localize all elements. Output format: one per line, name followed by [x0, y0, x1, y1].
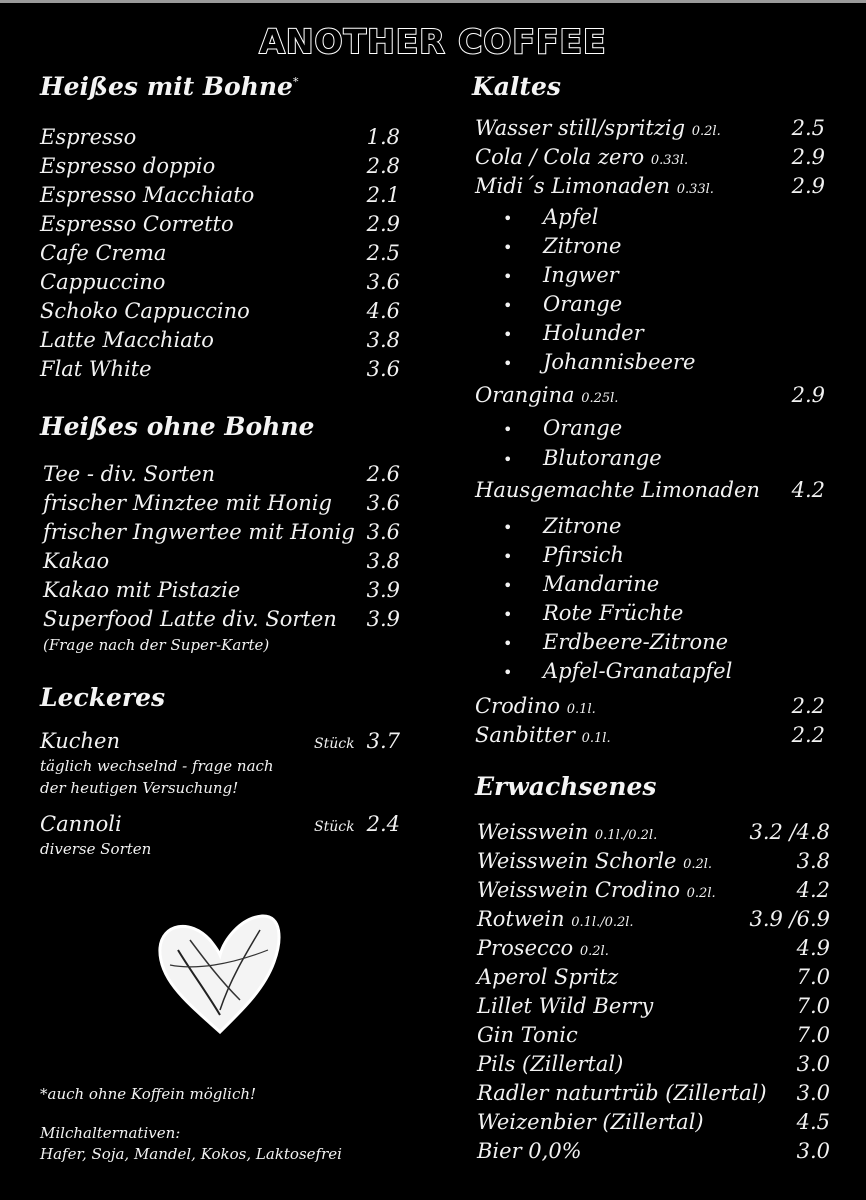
- menu-item: Weizenbier (Zillertal) 4.5: [477, 1110, 830, 1134]
- menu-item: Cannoli Stück 2.4: [40, 812, 400, 836]
- menu-item: Orangina 0.25l. 2.9: [475, 383, 825, 407]
- menu-item: Rotwein 0.1l./0.2l. 3.9 /6.9: [477, 907, 830, 931]
- menu-item: frischer Minztee mit Honig 3.6: [43, 491, 400, 515]
- list-item: • Orange: [503, 416, 623, 440]
- menu-item: Kakao 3.8: [43, 549, 400, 573]
- menu-item: Latte Macchiato 3.8: [40, 328, 400, 352]
- menu-item: Espresso Corretto 2.9: [40, 212, 400, 236]
- item-description: der heutigen Versuchung!: [40, 779, 239, 797]
- heading-tasty: Leckeres: [40, 683, 166, 712]
- list-item: • Erdbeere-Zitrone: [503, 630, 729, 654]
- menu-item: Midi´s Limonaden 0.33l. 2.9: [475, 174, 825, 198]
- menu-item: frischer Ingwertee mit Honig 3.6: [43, 520, 400, 544]
- menu-item: Hausgemachte Limonaden 4.2: [475, 478, 825, 502]
- menu-item: Prosecco 0.2l. 4.9: [477, 936, 830, 960]
- menu-item: Superfood Latte div. Sorten 3.9: [43, 607, 400, 631]
- menu-item: Cappuccino 3.6: [40, 270, 400, 294]
- super-card-note: (Frage nach der Super-Karte): [43, 636, 270, 654]
- menu-item: Cola / Cola zero 0.33l. 2.9: [475, 145, 825, 169]
- menu-item: Aperol Spritz 7.0: [477, 965, 830, 989]
- list-item: • Johannisbeere: [503, 350, 696, 374]
- milk-title: Milchalternativen:: [40, 1124, 181, 1142]
- list-item: • Zitrone: [503, 514, 622, 538]
- menu-item: Sanbitter 0.1l. 2.2: [475, 723, 825, 747]
- list-item: • Orange: [503, 292, 623, 316]
- menu-title: ANOTHER COFFEE: [259, 22, 607, 61]
- list-item: • Apfel-Granatapfel: [503, 659, 733, 683]
- heading-cold: Kaltes: [472, 72, 561, 101]
- list-item: • Rote Früchte: [503, 601, 684, 625]
- menu-item: Cafe Crema 2.5: [40, 241, 400, 265]
- list-item: • Apfel: [503, 205, 599, 229]
- list-item: • Pfirsich: [503, 543, 624, 567]
- menu-item: Weisswein Schorle 0.2l. 3.8: [477, 849, 830, 873]
- top-border: [0, 0, 866, 3]
- list-item: • Ingwer: [503, 263, 619, 287]
- menu-item: Wasser still/spritzig 0.2l. 2.5: [475, 116, 825, 140]
- menu-item: Kuchen Stück 3.7: [40, 729, 400, 753]
- menu-item: Crodino 0.1l. 2.2: [475, 694, 825, 718]
- menu-item: Lillet Wild Berry 7.0: [477, 994, 830, 1018]
- menu-item: Tee - div. Sorten 2.6: [43, 462, 400, 486]
- item-description: diverse Sorten: [40, 840, 152, 858]
- menu-item: Pils (Zillertal) 3.0: [477, 1052, 830, 1076]
- menu-item: Kakao mit Pistazie 3.9: [43, 578, 400, 602]
- list-item: • Zitrone: [503, 234, 622, 258]
- heading-adult: Erwachsenes: [475, 772, 657, 801]
- item-description: täglich wechselnd - frage nach: [40, 757, 274, 775]
- list-item: • Blutorange: [503, 446, 662, 470]
- menu-item: Radler naturtrüb (Zillertal) 3.0: [477, 1081, 830, 1105]
- menu-item: Espresso Macchiato 2.1: [40, 183, 400, 207]
- menu-item: Weisswein Crodino 0.2l. 4.2: [477, 878, 830, 902]
- list-item: • Mandarine: [503, 572, 660, 596]
- menu-item: Gin Tonic 7.0: [477, 1023, 830, 1047]
- milk-list: Hafer, Soja, Mandel, Kokos, Laktosefrei: [40, 1145, 342, 1163]
- menu-item: Schoko Cappuccino 4.6: [40, 299, 400, 323]
- menu-item: Weisswein 0.1l./0.2l. 3.2 /4.8: [477, 820, 830, 844]
- list-item: • Holunder: [503, 321, 644, 345]
- heart-icon: [150, 910, 290, 1040]
- menu-item: Espresso doppio 2.8: [40, 154, 400, 178]
- decaf-note: *auch ohne Koffein möglich!: [40, 1085, 257, 1103]
- heading-hot-bean: Heißes mit Bohne*: [40, 72, 299, 101]
- menu-item: Espresso 1.8: [40, 125, 400, 149]
- heading-hot-nobean: Heißes ohne Bohne: [40, 412, 315, 441]
- menu-item: Bier 0,0% 3.0: [477, 1139, 830, 1163]
- menu-item: Flat White 3.6: [40, 357, 400, 381]
